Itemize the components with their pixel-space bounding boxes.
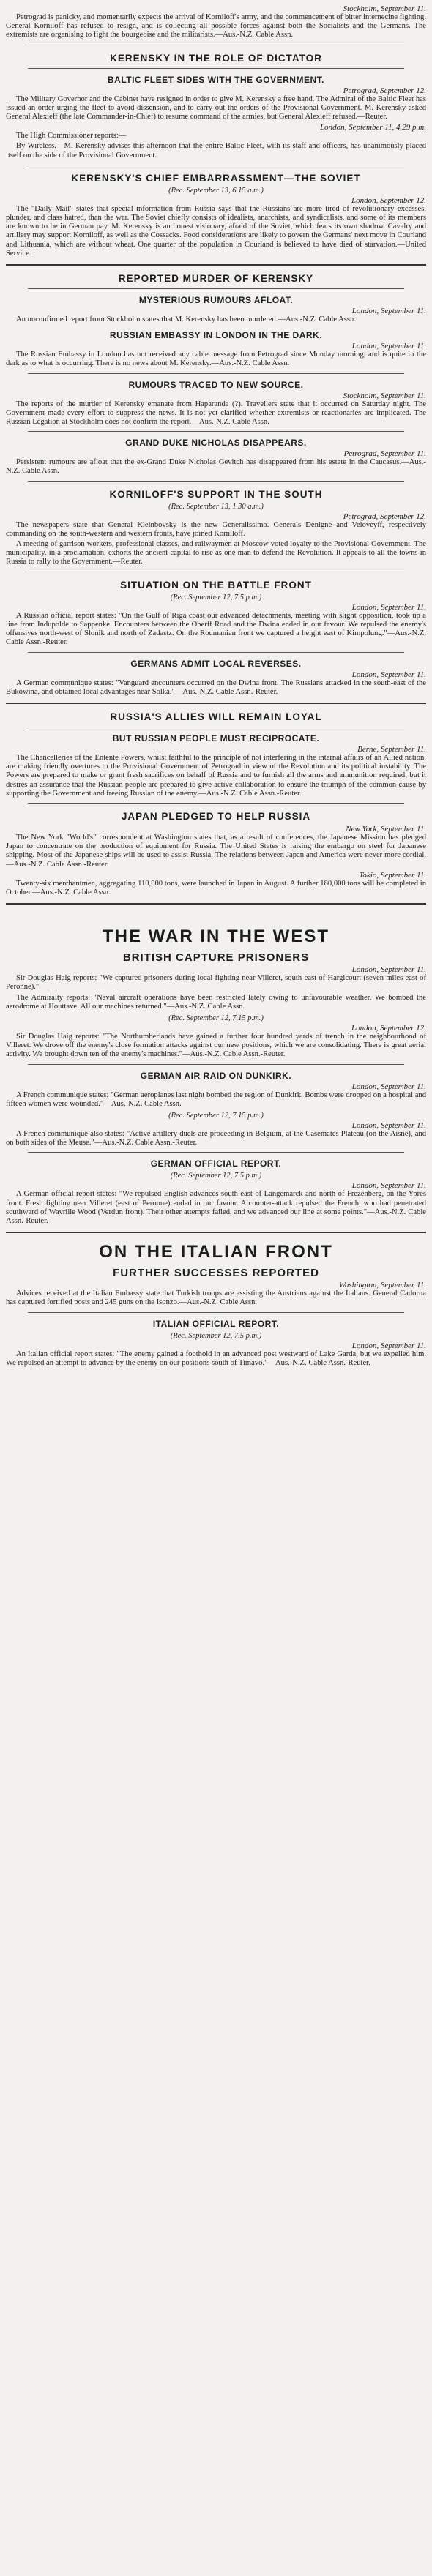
dateline: Washington, September 11.: [338, 1281, 426, 1290]
article-paragraph: The Russian Embassy in London has not received any cable message from Petrograd since Monday morning, and is quite in the dark as to what is occurring. There is no news about M. Kerensky.—Aus.-N.Z. Cable Assn.: [6, 351, 426, 368]
received-time: (Rec. September 12, 7.5 p.m.): [170, 1172, 262, 1180]
dateline: Tokio, September 11.: [359, 870, 426, 880]
subheadline: RUSSIAN EMBASSY IN LONDON IN THE DARK.: [109, 330, 323, 341]
article-paragraph: A German communique states: "Vanguard encounters occurred on the Dwina front. The Russians attacked in the south-east of the Bukowina, and obtained local advantages near Solka."—Aus.-N.Z. Cable Assn.-Reuter.: [6, 678, 426, 696]
section-rule: [6, 1232, 426, 1233]
subheadline: MYSTERIOUS RUMOURS AFLOAT.: [138, 295, 294, 306]
subheadline: ITALIAN OFFICIAL REPORT.: [152, 1318, 280, 1329]
article-paragraph: Persistent rumours are afloat that the ex-Grand Duke Nicholas Gevitch has disappeared from his estate in the Caucasus.—Aus.-N.Z. Cable Assn.: [6, 458, 426, 476]
dateline: London, September 11.: [351, 670, 426, 679]
received-time: (Rec. September 12, 7.15 p.m.): [168, 1111, 264, 1120]
dateline: London, September 11.: [351, 342, 426, 351]
received-time: (Rec. September 13, 1.30 a.m.): [168, 502, 264, 511]
article-paragraph: The reports of the murder of Kerensky emanate from Haparanda (?). Travellers state that it occurred on Saturday night. The Government made every effort to suppress the news. It is not yet clarified whether extremists or reactionaries are implicated. The Russian Legation at Stockholm does not confirm the report.—Aus.-N.Z. Cable Assn.: [6, 400, 426, 427]
dateline: London, September 11.: [351, 1341, 426, 1350]
headline: SITUATION ON THE BATTLE FRONT: [120, 579, 312, 591]
dateline: London, September 11.: [351, 1082, 426, 1091]
article-paragraph: The newspapers state that General Kleinbovsky is the new Generalissimo. Generals Denigne and Veloveyff, respectively commanding on the south-western and western fronts, have joined Korniloff.: [6, 520, 426, 538]
dateline: London, September 11.: [351, 602, 426, 612]
headline: KERENSKY'S CHIEF EMBARRASSMENT—THE SOVIET: [71, 172, 361, 184]
headline: RUSSIA'S ALLIES WILL REMAIN LOYAL: [110, 711, 322, 722]
dateline: London, September 11, 4.29 p.m.: [320, 123, 426, 132]
dateline: London, September 11.: [351, 1181, 426, 1191]
column-rule: [28, 373, 404, 374]
subheadline: BALTIC FLEET SIDES WITH THE GOVERNMENT.: [108, 74, 324, 85]
subheadline: BUT RUSSIAN PEOPLE MUST RECIPROCATE.: [112, 733, 320, 744]
column-rule: [28, 652, 404, 653]
column-rule: [28, 68, 404, 69]
headline: KORNILOFF'S SUPPORT IN THE SOUTH: [109, 488, 323, 500]
column-rule: [28, 803, 404, 804]
headline: REPORTED MURDER OF KERENSKY: [118, 273, 314, 285]
received-time: (Rec. September 12, 7.15 p.m.): [168, 1014, 264, 1022]
article-paragraph: A French communique also states: "Active artillery duels are proceeding in Belgium, at the Casemates Plateau (on the Aisne), and on both sides of the Meuse."—Aus.-N.Z. Cable Assn.-Reuter.: [6, 1129, 426, 1147]
section-subtitle: BRITISH CAPTURE PRISONERS: [122, 951, 310, 965]
article-paragraph: Advices received at the Italian Embassy state that Turkish troops are assisting the Austrians against the Italians. General Cadorna has captured fortified posts and 245 guns on the Isonzo.—Aus.-N.Z. Cable Assn.: [6, 1289, 426, 1307]
section-title: ON THE ITALIAN FRONT: [99, 1242, 333, 1262]
article-paragraph: The Admiralty reports: "Naval aircraft operations have been restricted lately owing to unfavourable weather. We bombed the aerodrome at Houttave. All our machines returned."—Aus.-N.Z. Cable Assn.: [6, 993, 426, 1011]
dateline: Stockholm, September 11.: [343, 391, 426, 400]
received-time: (Rec. September 13, 6.15 a.m.): [168, 186, 264, 195]
article-paragraph: A meeting of garrison workers, professional classes, and railwaymen at Moscow voted loyalty to the Provisional Government. The municipality, in a proclamation, exhorts the ancient capital to rise as one man to defend the Revolution. It appeals to all the towns in Russia to rally to the Government.—Reuter.: [6, 540, 426, 566]
headline: JAPAN PLEDGED TO HELP RUSSIA: [121, 810, 311, 822]
article-paragraph: The High Commissioner reports:—: [16, 132, 127, 141]
subheadline: GRAND DUKE NICHOLAS DISAPPEARS.: [125, 438, 307, 449]
article-paragraph: A German official report states: "We repulsed English advances south-east of Langemarck and north of Frezenberg, on the Ypres front. Fresh fighting near Villeret (east of Peronne) ended in our favour. A counter-attack repulsed the French, who had penetrated southward of Wavrille Wood (Verdun front). Their other attempts failed, and we advanced our line at some points."—Aus.-N.Z. Cable Assn.-Reuter.: [6, 1190, 426, 1225]
subheadline: GERMAN AIR RAID ON DUNKIRK.: [140, 1070, 292, 1081]
dateline: New York, September 11.: [346, 824, 426, 834]
article-paragraph: By Wireless.—M. Kerensky advises this afternoon that the entire Baltic Fleet, with its staff and officers, has unanimously placed itself on the side of the Provisional Government.: [6, 142, 426, 160]
newspaper-page: [6, 0, 426, 1368]
dateline: London, September 12.: [351, 1023, 426, 1033]
article-paragraph: Twenty-six merchantmen, aggregating 110,000 tons, were launched in Japan in August. A further 180,000 tons will be completed in October.—Aus.-N.Z. Cable Assn.: [6, 879, 426, 896]
dateline: London, September 11.: [351, 307, 426, 316]
section-rule: [6, 703, 426, 704]
dateline: London, September 11.: [351, 965, 426, 975]
column-rule: [28, 1312, 404, 1313]
article-paragraph: Sir Douglas Haig reports: "We captured prisoners during local fighting near Villeret, south-east of Hargicourt (seven miles east of Peronne).": [6, 974, 426, 992]
subheadline: GERMAN OFFICIAL REPORT.: [150, 1158, 282, 1169]
subheadline: RUMOURS TRACED TO NEW SOURCE.: [128, 379, 304, 390]
article-paragraph: A French communique states: "German aeroplanes last night bombed the region of Dunkirk. Bombs were dropped on a hospital and fifteen women were wounded."—Aus.-N.Z. Cable Assn.: [6, 1090, 426, 1108]
dateline: Berne, September 11.: [357, 744, 426, 754]
section-title: THE WAR IN THE WEST: [103, 926, 329, 947]
dateline: Petrograd, September 12.: [343, 86, 426, 95]
headline: KERENSKY IN THE ROLE OF DICTATOR: [110, 52, 322, 64]
section-subtitle: FURTHER SUCCESSES REPORTED: [113, 1267, 319, 1280]
article-paragraph: Petrograd is panicky, and momentarily expects the arrival of Korniloff's army, and the commencement of bitter internecine fighting. General Korniloff has refused to resign, and is collecting all possible forces against both the Socialists and the Germans. The extremists are organising to fight the bourgeoise and the militarists.—Aus.-N.Z. Cable Assn.: [6, 13, 426, 40]
article-paragraph: The "Daily Mail" states that special information from Russia says that the Russians are more tired of revolutionary excesses, plunder, and class hatred, than the war. The Soviet chiefly consists of idealists, anarchists, and syndicalists, and some of its members are known to be in German pay. M. Kerensky is an honest visionary, afraid of the Soviet, which fears its own shadow. Cavalry and artillery may support Korniloff, as well as the Cossacks. Food considerations are likely to govern the Germans' next move in Courland and Lithuania, which are without wheat. One quarter of the population in Courland is believed to have died of starvation.—United Service.: [6, 204, 426, 258]
subheadline: GERMANS ADMIT LOCAL REVERSES.: [130, 658, 302, 669]
dateline: London, September 11.: [351, 1120, 426, 1130]
column-rule: [28, 1152, 404, 1153]
section-rule: [6, 903, 426, 905]
dateline: Petrograd, September 11.: [343, 449, 426, 459]
section-rule: [6, 264, 426, 266]
article-paragraph: An Italian official report states: "The enemy gained a foothold in an advanced post westward of Lake Garda, but we expelled him. We repulsed an attempt to advance by the enemy on our positions south of Timavo."—Aus.-N.Z. Cable Assn.-Reuter.: [6, 1349, 426, 1367]
dateline: Stockholm, September 11.: [343, 4, 426, 13]
column-rule: [28, 481, 404, 482]
column-rule: [28, 1064, 404, 1065]
column-rule: [28, 431, 404, 432]
received-time: (Rec. September 12, 7.5 p.m.): [170, 1331, 262, 1340]
dateline: Petrograd, September 12.: [343, 512, 426, 521]
article-paragraph: The Military Governor and the Cabinet have resigned in order to give M. Kerensky a free hand. The Admiral of the Baltic Fleet has issued an order urging the fleet to avoid dissension, and to carry out the orders of the Provisional Government. M. Kerensky asked General Alexieff (the late Commander-in-Chief) to resume command of the armies, but General Alexieff refused.—Reuter.: [6, 94, 426, 121]
article-paragraph: Sir Douglas Haig reports: "The Northumberlands have gained a further four hundred yards of trench in the neighbourhood of Villeret. We drove off the enemy's close formation attacks against our new positions, which we are consolidating. There is great aerial activity. We brought down ten of the enemy's machines."—Aus.-N.Z. Cable Assn.-Reuter.: [6, 1032, 426, 1059]
article-paragraph: An unconfirmed report from Stockholm states that M. Kerensky has been murdered.—Aus.-N.Z. Cable Assn.: [16, 315, 356, 324]
dateline: London, September 12.: [351, 195, 426, 205]
article-paragraph: The Chancelleries of the Entente Powers, whilst faithful to the principle of not interfering in the internal affairs of an Allied nation, are making friendly overtures to the Provisional Government of Petrograd in view of the Revolution and its political instability. The Powers are prepared to make or grant fresh sacrifices on behalf of Russia and to furnish all the arms and ammunition required; but it desires an assurance that the Russian people are prepared to give active collaboration to ensure the triumph of the common cause by supporting the Government and freeing Russian of the enemy.—Aus.-N.Z. Cable Assn.-Reuter.: [6, 753, 426, 798]
column-rule: [28, 288, 404, 289]
received-time: (Rec. September 12, 7.5 p.m.): [170, 593, 262, 602]
article-paragraph: A Russian official report states: "On the Gulf of Riga coast our advanced detachments, meeting with slight opposition, took up a line from Indupolde to Sappenke. Encounters between the Oberff Road and the Dwina ended in our favour. We repulsed the enemy's offensives north-west of Slonik and north of Zadastz. On the Roumanian front we captured a height east of Kimpolung."—Aus.-N.Z. Cable Assn.-Reuter.: [6, 611, 426, 647]
article-paragraph: The New York "World's" correspondent at Washington states that, as a result of conferences, the Japanese Mission has pledged Japan to concentrate on the production of equipment for Russia. The United States is raising the embargo on steel for Japanese shipping. Most of the Japanese ships will be used to assist Russia. The relations between Japan and America were never more cordial.—Aus.-N.Z. Cable Assn.-Reuter.: [6, 833, 426, 869]
